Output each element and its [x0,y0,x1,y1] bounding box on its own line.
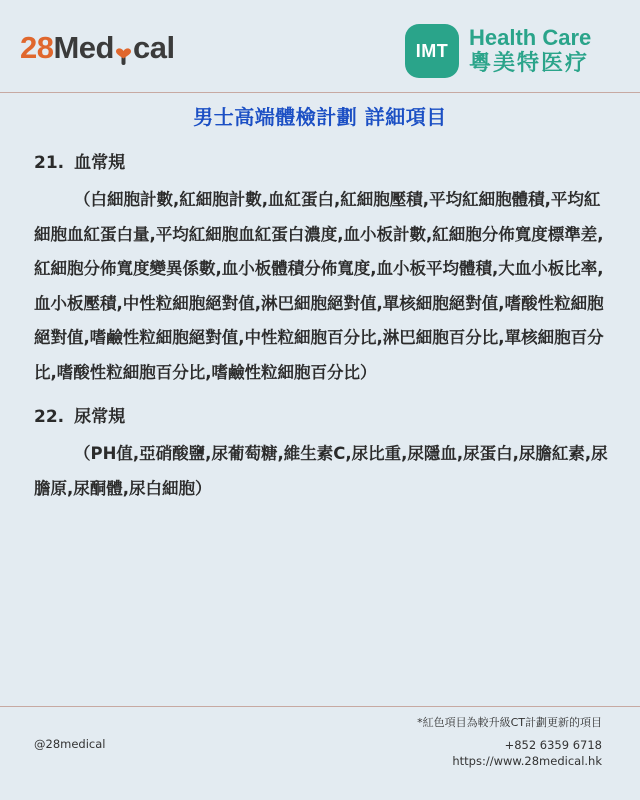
section-name: 尿常規 [74,407,126,427]
imt-health-care-logo [405,24,591,78]
phone-number: +852 6359 6718 [504,738,602,752]
logo-word-b: cal [132,30,175,65]
section-number: 21. [34,153,65,173]
section-number: 22. [34,407,65,427]
contact-info [452,737,602,769]
section-heading-blood [34,148,608,173]
section-heading-urine [34,402,608,427]
footer-note: *紅色項目為較升級CT計劃更新的項目 [417,716,602,729]
section-name: 血常規 [74,153,126,173]
imt-text [469,27,591,75]
imt-english-name: Health Care [469,25,592,50]
imt-chinese-name: 粵美特医疗 [469,51,590,76]
heart-thermometer-icon [115,39,132,61]
logo-word-a: Med [53,30,114,65]
section-items-urine: （PH值,亞硝酸鹽,尿葡萄糖,維生素C,尿比重,尿隱血,尿蛋白,尿膽紅素,尿膽原,尿酮體,尿白細胞） [34,444,608,498]
footer-divider [0,706,640,707]
social-handle: @28medical [34,737,106,751]
items-list [34,148,608,518]
header [0,0,640,92]
section-items-blood: （白細胞計數,紅細胞計數,血紅蛋白,紅細胞壓積,平均紅細胞體積,平均紅細胞血紅蛋白量,平均紅細胞血紅蛋白濃度,血小板計數,紅細胞分佈寬度標準差,紅細胞分佈寬度變異係數,血小板體積分佈寬度,血小板平均體積,大血小板比率,血小板壓積,中性粒細胞絕對值,淋巴細胞絕對值,單核細胞絕對值,嗜酸性粒細胞絕對值,嗜鹼性粒細胞絕對值,中性粒細胞百分比,淋巴細胞百分比,單核細胞百分比,嗜酸性粒細胞百分比,嗜鹼性粒細胞百分比） [34,190,604,382]
page-title: 男士高端體檢計劃 詳細項目 [193,105,447,129]
header-divider [0,92,640,93]
28medical-logo [20,30,175,66]
logo-number: 28 [20,30,54,65]
website-link: https://www.28medical.hk [452,754,602,768]
imt-badge: IMT [405,24,459,78]
